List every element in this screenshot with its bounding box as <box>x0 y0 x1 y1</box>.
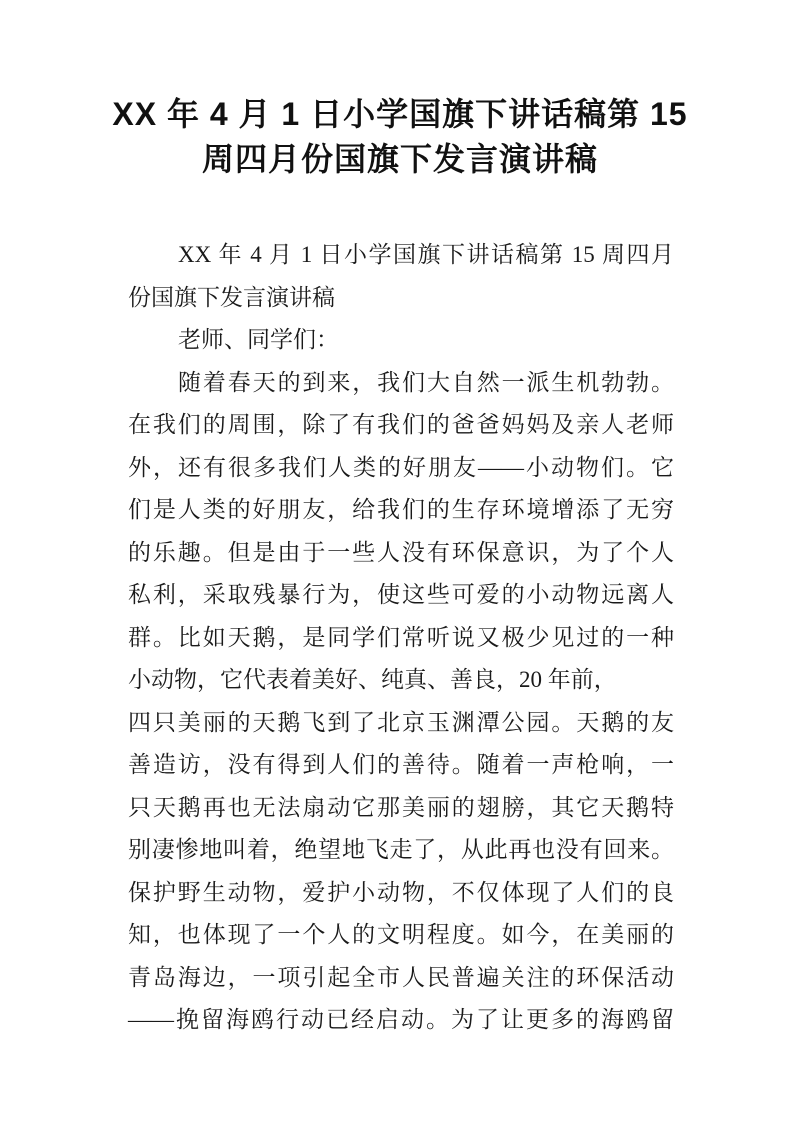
text-line: 份国旗下发言演讲稿 <box>128 284 335 310</box>
text-line: 保护野生动物，爱护小动物，不仅体现了人们的良 <box>128 879 674 905</box>
title-line-1: XX 年 4 月 1 日小学国旗下讲话稿第 15 <box>112 96 688 132</box>
text-line: 在我们的周围，除了有我们的爸爸妈妈及亲人老师 <box>128 412 674 437</box>
document-body <box>128 234 674 1042</box>
text-line: 群。比如天鹅，是同学们常听说又极少见过的一种 <box>128 624 674 650</box>
text-line: 私利，采取残暴行为，使这些可爱的小动物远离人 <box>128 582 674 607</box>
text-line: 知，也体现了一个人的文明程度。如今，在美丽的 <box>128 922 674 947</box>
text-line: 随着春天的到来，我们大自然一派生机勃勃。 <box>178 369 674 395</box>
text-line: 的乐趣。但是由于一些人没有环保意识，为了个人 <box>128 539 674 565</box>
text-line: 别凄惨地叫着，绝望地飞走了，从此再也没有回来。 <box>128 837 674 862</box>
document-title <box>60 92 740 182</box>
text-line: XX 年 4 月 1 日小学国旗下讲话稿第 15 周四月 <box>178 242 674 267</box>
text-line: 们是人类的好朋友，给我们的生存环境增添了无穷 <box>128 497 674 522</box>
text-line: 青岛海边，一项引起全市人民普遍关注的环保活动 <box>128 964 674 990</box>
text-line: 善造访，没有得到人们的善待。随着一声枪响，一 <box>128 752 674 777</box>
text-line: 小动物，它代表着美好、纯真、善良，20 年前， <box>128 667 617 692</box>
text-line: 老师、同学们： <box>178 327 339 352</box>
text-line: 只天鹅再也无法扇动它那美丽的翅膀，其它天鹅特 <box>128 794 674 820</box>
text-line: 外，还有很多我们人类的好朋友——小动物们。它 <box>128 454 674 480</box>
text-line: 四只美丽的天鹅飞到了北京玉渊潭公园。天鹅的友 <box>128 709 674 735</box>
title-line-2: 周四月份国旗下发言演讲稿 <box>201 141 598 177</box>
text-line: ——挽留海鸥行动已经启动。为了让更多的海鸥留 <box>128 1007 674 1032</box>
